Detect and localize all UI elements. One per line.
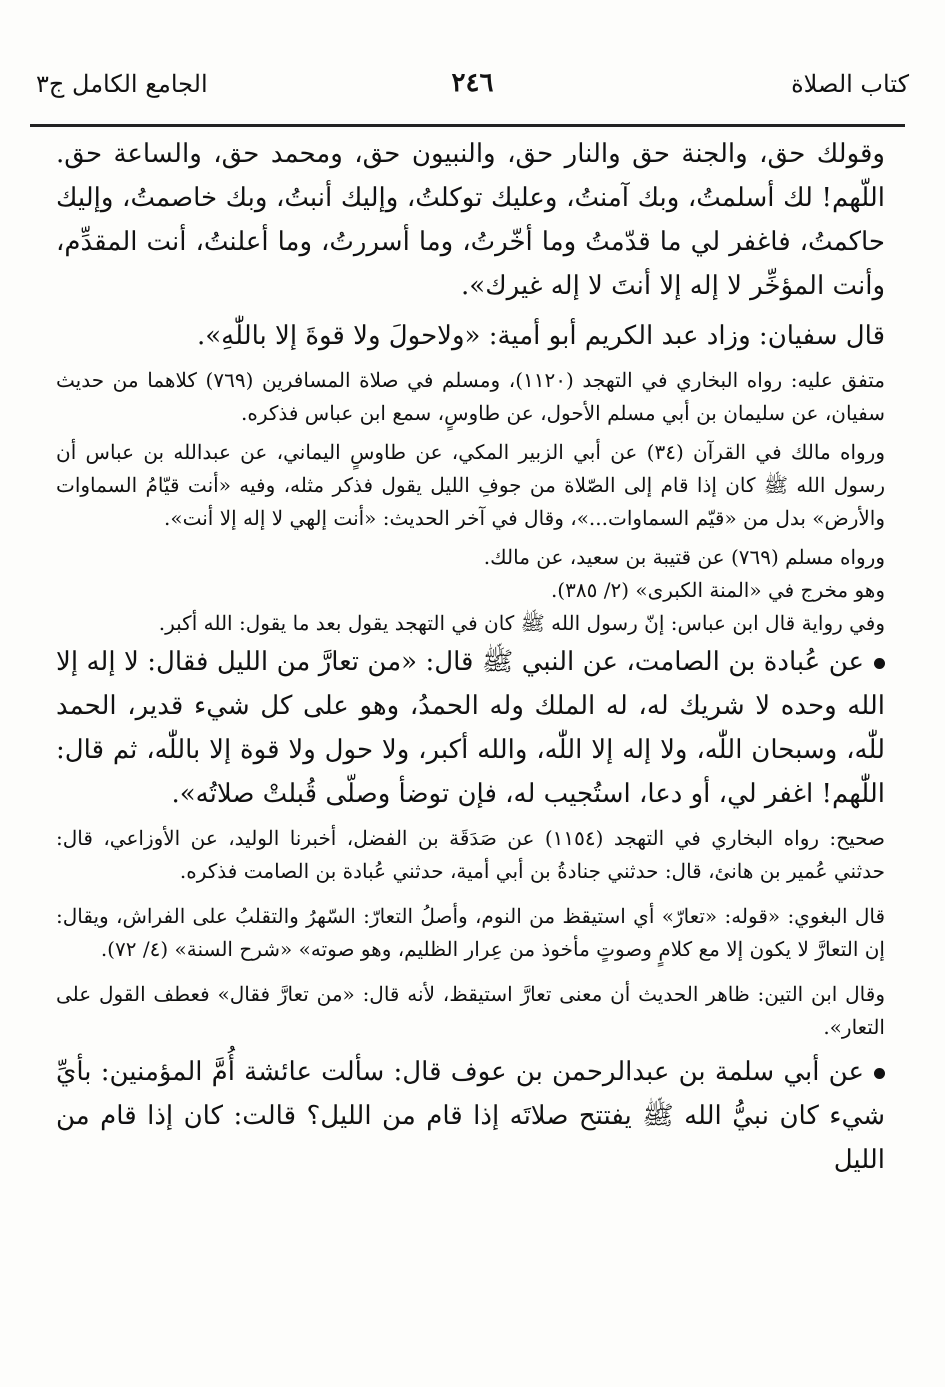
sufyan-addition: قال سفيان: وزاد عبد الكريم أبو أمية: «ولاحولَ ولا قوةَ إلا باللّٰهِ».: [196, 321, 885, 351]
hadith-ubada: [56, 640, 885, 816]
ibn-abbas-narration-note: وفي رواية قال ابن عباس: إنّ رسول الله ﷺ كان في التهجد يقول بعد ما يقول: الله أكبر.: [158, 611, 885, 635]
takhrij-note: متفق عليه: رواه البخاري في التهجد (١١٢٠)، ومسلم في صلاة المسافرين (٧٦٩) كلاهما من حديث سفيان، عن سليمان بن أبي مسلم الأحول، عن طاوسٍ، سمع ابن عباس فذكره.: [56, 368, 885, 425]
chapter-title: كتاب الصلاة: [791, 70, 909, 98]
bullet-icon: [874, 1068, 885, 1079]
sahih-note: صحيح: رواه البخاري في التهجد (١١٥٤) عن صَدَقَة بن الفضل، أخبرنا الوليد، عن الأوزاعي، قال: حدثني عُمير بن هانئ، قال: حدثني جنادةُ بن أبي أمية، حدثني عُبادة بن الصامت فذكره.: [56, 826, 885, 883]
muslim-narration-note: ورواه مسلم (٧٦٩) عن قتيبة بن سعيد، عن مالك.: [483, 545, 885, 569]
hadith-text-continuation: وقولك حق، والجنة حق والنار حق، والنبيون حق، ومحمد حق، والساعة حق. اللّهم! لك أسلمتُ، وبك آمنتُ، وعليك توكلتُ، وإليك أنبتُ، وبك خاصمتُ، وإليك حاكمتُ، فاغفر لي ما قدّمتُ وما أخّرتُ، وما أسررتُ، وما أعلنتُ، أنت المقدِّم، وأنت المؤخِّر لا إله إلا أنتَ لا إله غيرك».: [56, 139, 885, 301]
page-header: [36, 64, 909, 108]
book-title: الجامع الكامل ج٣: [36, 70, 208, 98]
page-content: [56, 132, 885, 1182]
page-number: ٢٤٦: [451, 68, 494, 98]
hadith-abu-salama: [56, 1050, 885, 1182]
reference-note: وهو مخرج في «المنة الكبرى» (٢/ ٣٨٥).: [550, 578, 885, 602]
header-rule: [30, 124, 905, 127]
ibn-tin-note: وقال ابن التين: ظاهر الحديث أن معنى تعارَّ استيقظ، لأنه قال: «من تعارَّ فقال» فعطف القول على التعار».: [56, 982, 885, 1039]
hadith-ubada-text: عن عُبادة بن الصامت، عن النبي ﷺ قال: «من تعارَّ من الليل فقال: لا إله إلا الله وحده لا شريك له، له الملك وله الحمدُ، وهو على كل شيء قدير، الحمد للّٰه، وسبحان اللّٰه، ولا إله إلا اللّٰه، والله أكبر، ولا حول ولا قوة إلا باللّٰه، ثم قال: اللّٰهم! اغفر لي، أو دعا، استُجيب له، فإن توضأ وصلّى قُبلتْ صلاتُه».: [56, 647, 885, 809]
malik-narration-note: ورواه مالك في القرآن (٣٤) عن أبي الزبير المكي، عن طاوسٍ اليماني، عن عبدالله بن عباس أن رسول الله ﷺ كان إذا قام إلى الصّلاة من جوفِ الليل يقول فذكر مثله، وفيه «أنت قيّامُ السماوات والأرض» بدل من «قيّم السماوات...»، وقال في آخر الحديث: «أنت إلهي لا إله إلا أنت».: [56, 440, 885, 530]
baghawi-note: قال البغوي: «قوله: «تعارّ» أي استيقظ من النوم، وأصلُ التعارّ: السّهرُ والتقلبُ على الفراش، ويقال: إن التعارَّ لا يكون إلا مع كلامٍ وصوتٍ مأخوذ من عِرار الظليم، وهو صوته» «شرح السنة» (٤/ ٧٢).: [56, 904, 885, 961]
bullet-icon: [874, 658, 885, 669]
hadith-abu-salama-text: عن أبي سلمة بن عبدالرحمن بن عوف قال: سألت عائشة أُمَّ المؤمنين: بأيِّ شيء كان نبيُّ الله ﷺ يفتتح صلاتَه إذا قام من الليل؟ قالت: كان إذا قام من الليل: [56, 1057, 885, 1175]
